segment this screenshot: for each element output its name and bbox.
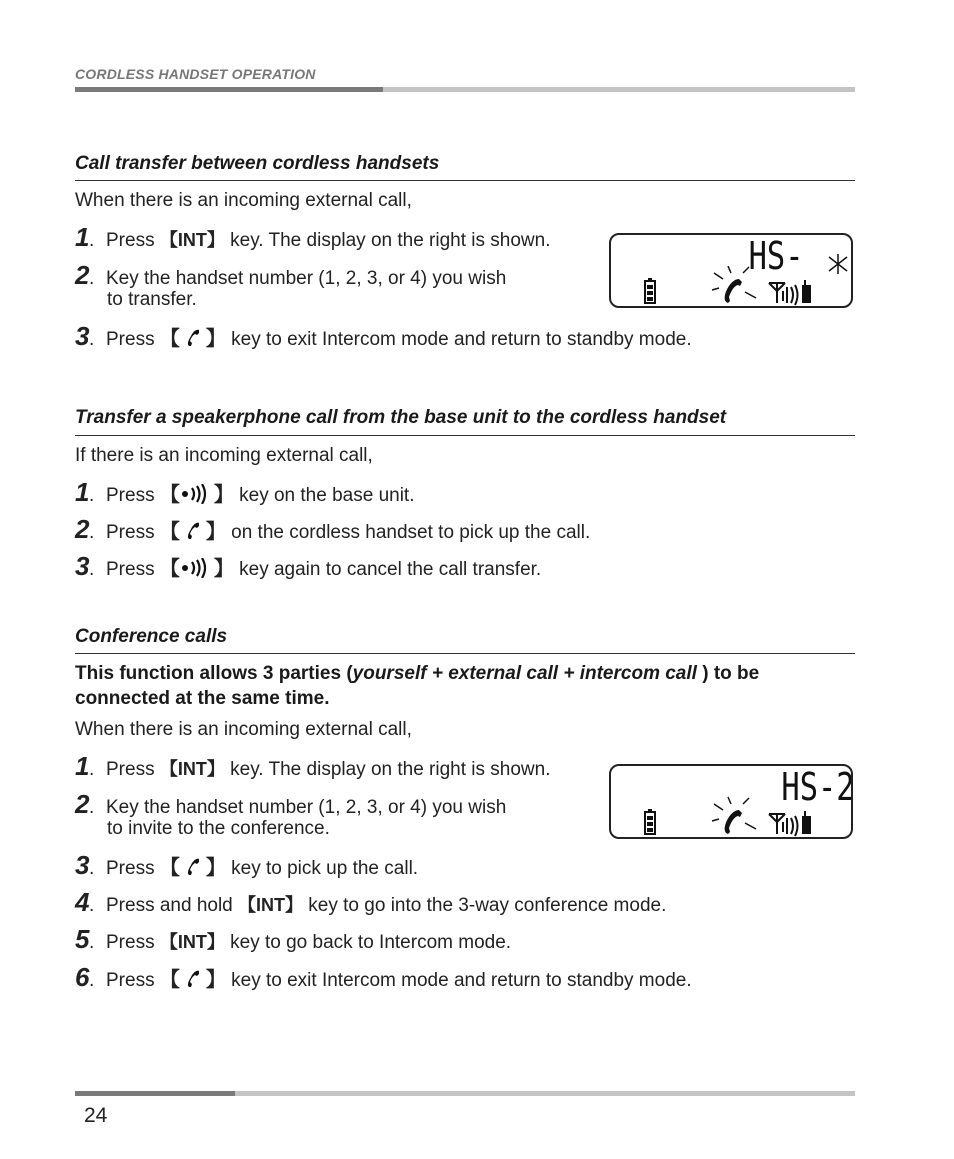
- handset-talk-icon: [180, 521, 206, 541]
- step-number: 1: [75, 477, 90, 507]
- talk-key: 【 】: [159, 521, 226, 543]
- step-text: Press: [106, 230, 160, 251]
- int-key-label: 【INT】: [159, 759, 225, 779]
- step-3: 3. Press 【 】 key again to cancel the call transfer.: [75, 551, 542, 581]
- section-title-call-transfer: Call transfer between cordless handsets: [75, 153, 440, 174]
- step-6: 6. Press 【 】 key to exit Intercom mode and return to standby mode.: [75, 962, 692, 992]
- step-text: key on the base unit.: [233, 485, 415, 506]
- int-key-label: 【INT】: [159, 932, 225, 952]
- speakerphone-icon: [180, 484, 214, 504]
- step-1: 1. Press 【INT】 key. The display on the right is shown.: [75, 751, 551, 781]
- step-text: key again to cancel the call transfer.: [233, 559, 542, 580]
- intro-text: When there is an incoming external call,: [75, 190, 412, 211]
- section-rule: [75, 653, 855, 654]
- footer-bar-light: [235, 1091, 855, 1096]
- blink-icon: [829, 254, 847, 274]
- step-number: 3: [75, 321, 90, 351]
- header-bar-dark: [75, 87, 383, 92]
- speakerphone-icon: [180, 558, 214, 578]
- antenna-icon: [769, 283, 798, 305]
- step-number: 2: [75, 260, 90, 290]
- step-text: Press: [106, 858, 160, 879]
- running-header: CORDLESS HANDSET OPERATION: [75, 66, 316, 82]
- step-text: Key the handset number (1, 2, 3, or 4) you wish: [106, 797, 507, 818]
- step-text: key. The display on the right is shown.: [224, 230, 551, 251]
- step-5: 5. Press 【INT】 key to go back to Intercom mode.: [75, 924, 512, 954]
- step-number: 5: [75, 924, 90, 954]
- section-rule: [75, 435, 855, 436]
- section-rule: [75, 180, 855, 181]
- step-text: Press: [106, 970, 160, 991]
- speaker-key: 【 】: [159, 484, 234, 506]
- step-text: Press and hold: [106, 895, 239, 916]
- step-number: 3: [75, 551, 90, 581]
- step-2: 2. Key the handset number (1, 2, 3, or 4) you wish: [75, 789, 507, 819]
- page-number: 24: [84, 1104, 108, 1127]
- battery-icon: [645, 809, 655, 834]
- step-number: 3: [75, 850, 90, 880]
- step-number: 6: [75, 962, 90, 992]
- talk-key: 【 】: [159, 969, 226, 991]
- antenna-icon: [769, 814, 798, 836]
- step-text: Press: [106, 559, 160, 580]
- step-2-cont: to invite to the conference.: [107, 818, 330, 839]
- description-text: This function allows 3 parties (: [75, 663, 353, 684]
- step-number: 1: [75, 751, 90, 781]
- step-text: on the cordless handset to pick up the call.: [225, 522, 591, 543]
- mobile-phone-icon: [802, 811, 811, 834]
- step-4: 4. Press and hold 【INT】 key to go into the 3-way conference mode.: [75, 887, 667, 917]
- intro-text: When there is an incoming external call,: [75, 719, 412, 740]
- int-key-label: 【INT】: [238, 895, 304, 915]
- talk-key: 【 】: [159, 328, 226, 350]
- handset-talk-icon: [180, 857, 206, 877]
- header-bar-light: [383, 87, 855, 92]
- lcd-content: [611, 235, 851, 306]
- speaker-key: 【 】: [159, 558, 234, 580]
- section-title-speakerphone-transfer: Transfer a speakerphone call from the base unit to the cordless handset: [75, 407, 727, 428]
- description-text: connected at the same time.: [75, 688, 330, 709]
- flashing-handset-icon: [712, 797, 756, 834]
- step-2-cont: to transfer.: [107, 289, 197, 310]
- battery-icon: [645, 278, 655, 303]
- step-text: Press: [106, 932, 160, 953]
- lcd-text: HS-: [748, 235, 804, 279]
- mobile-phone-icon: [802, 280, 811, 303]
- step-text: key to pick up the call.: [225, 858, 419, 879]
- description-text: ) to be: [696, 663, 760, 684]
- int-key-label: 【INT】: [159, 230, 225, 250]
- lcd-content: [611, 766, 851, 837]
- step-text: Press: [106, 759, 160, 780]
- handset-talk-icon: [180, 969, 206, 989]
- step-3: 3. Press 【 】 key to pick up the call.: [75, 850, 419, 880]
- step-1: 1. Press 【INT】 key. The display on the right is shown.: [75, 222, 551, 252]
- step-text: Key the handset number (1, 2, 3, or 4) you wish: [106, 268, 507, 289]
- step-1: 1. Press 【 】 key on the base unit.: [75, 477, 415, 507]
- step-text: key to go into the 3-way conference mode.: [303, 895, 667, 916]
- lcd-display-hs-2: [609, 764, 853, 839]
- step-text: Press: [106, 329, 160, 350]
- step-number: 1: [75, 222, 90, 252]
- step-number: 2: [75, 789, 90, 819]
- lcd-display-hs: [609, 233, 853, 308]
- handset-talk-icon: [180, 328, 206, 348]
- footer-bar-dark: [75, 1091, 235, 1096]
- conference-description: [75, 661, 835, 711]
- step-text: key to exit Intercom mode and return to standby mode.: [225, 329, 692, 350]
- step-text: Press: [106, 485, 160, 506]
- step-2: 2. Press 【 】 on the cordless handset to pick up the call.: [75, 514, 591, 544]
- step-text: Press: [106, 522, 160, 543]
- step-text: key. The display on the right is shown.: [224, 759, 551, 780]
- lcd-text: HS-2: [781, 766, 851, 810]
- description-text: yourself + external call + intercom call: [352, 663, 697, 684]
- intro-text: If there is an incoming external call,: [75, 445, 373, 466]
- section-title-conference-calls: Conference calls: [75, 626, 228, 647]
- step-text: key to go back to Intercom mode.: [224, 932, 512, 953]
- step-text: key to exit Intercom mode and return to standby mode.: [225, 970, 692, 991]
- step-number: 4: [75, 887, 90, 917]
- step-3: 3. Press 【 】 key to exit Intercom mode and return to standby mode.: [75, 321, 692, 351]
- step-2: 2. Key the handset number (1, 2, 3, or 4) you wish: [75, 260, 507, 290]
- step-number: 2: [75, 514, 90, 544]
- talk-key: 【 】: [159, 857, 226, 879]
